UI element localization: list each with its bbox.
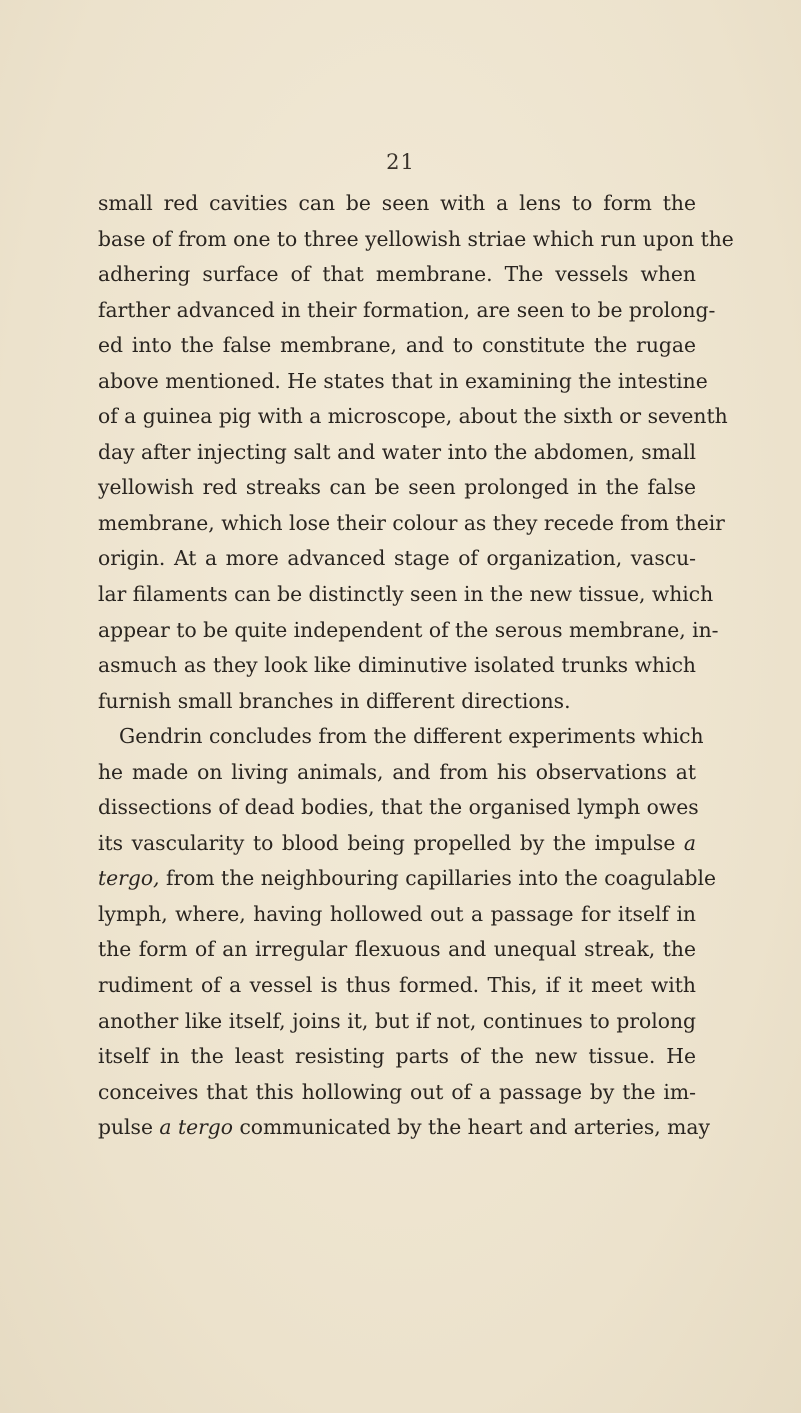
text-line: itself in the least resisting parts of the new tissue. He <box>98 1044 696 1069</box>
body-text <box>98 186 734 1146</box>
text-line: furnish small branches in different directions. <box>98 688 571 713</box>
italic-phrase: a <box>683 830 697 855</box>
text-line: origin. At a more advanced stage of organization, vascu- <box>98 546 696 571</box>
text-line: conceives that this hollowing out of a passage by the im- <box>98 1079 696 1104</box>
text-segment: its vascularity to blood being propelled by the impulse <box>98 830 676 855</box>
text-line: asmuch as they look like diminutive isolated trunks which <box>98 653 696 678</box>
text-line: day after injecting salt and water into the abdomen, small <box>98 439 696 464</box>
text-line: lymph, where, having hollowed out a passage for itself in <box>98 901 696 926</box>
text-line: dissections of dead bodies, that the organised lymph owes <box>98 795 699 820</box>
text-line: rudiment of a vessel is thus formed. This, if it meet with <box>98 973 696 998</box>
text-line: above mentioned. He states that in examining the intestine <box>98 368 708 393</box>
page-number: 21 <box>386 150 415 174</box>
text-line: ed into the false membrane, and to constitute the rugae <box>98 333 696 358</box>
text-line: the form of an irregular flexuous and unequal streak, the <box>98 937 696 962</box>
text-segment: pulse <box>98 1115 153 1140</box>
text-line: farther advanced in their formation, are seen to be prolong- <box>98 297 716 322</box>
text-line: yellowish red streaks can be seen prolonged in the false <box>98 475 696 500</box>
text-segment: from the neighbouring capillaries into the coagulable <box>165 866 717 891</box>
text-segment: communicated by the heart and arteries, may <box>239 1115 710 1140</box>
text-line: of a guinea pig with a microscope, about the sixth or seventh <box>98 404 728 429</box>
text-line: small red cavities can be seen with a lens to form the <box>98 191 696 215</box>
italic-phrase: a tergo <box>159 1115 233 1140</box>
text-line: he made on living animals, and from his observations at <box>98 759 696 784</box>
text-line: base of from one to three yellowish striae which run upon the <box>98 226 734 251</box>
text-line <box>98 1110 710 1146</box>
text-line <box>98 826 696 862</box>
text-line: membrane, which lose their colour as they recede from their <box>98 510 725 535</box>
text-line: lar filaments can be distinctly seen in the new tissue, which <box>98 582 714 607</box>
italic-phrase: tergo, <box>98 866 160 891</box>
paragraph-start-line: Gendrin concludes from the different experiments which <box>119 724 704 749</box>
text-line: appear to be quite independent of the serous membrane, in- <box>98 617 719 642</box>
text-line: adhering surface of that membrane. The vessels when <box>98 262 696 287</box>
text-line <box>98 861 717 897</box>
text-line: another like itself, joins it, but if not, continues to prolong <box>98 1008 696 1033</box>
